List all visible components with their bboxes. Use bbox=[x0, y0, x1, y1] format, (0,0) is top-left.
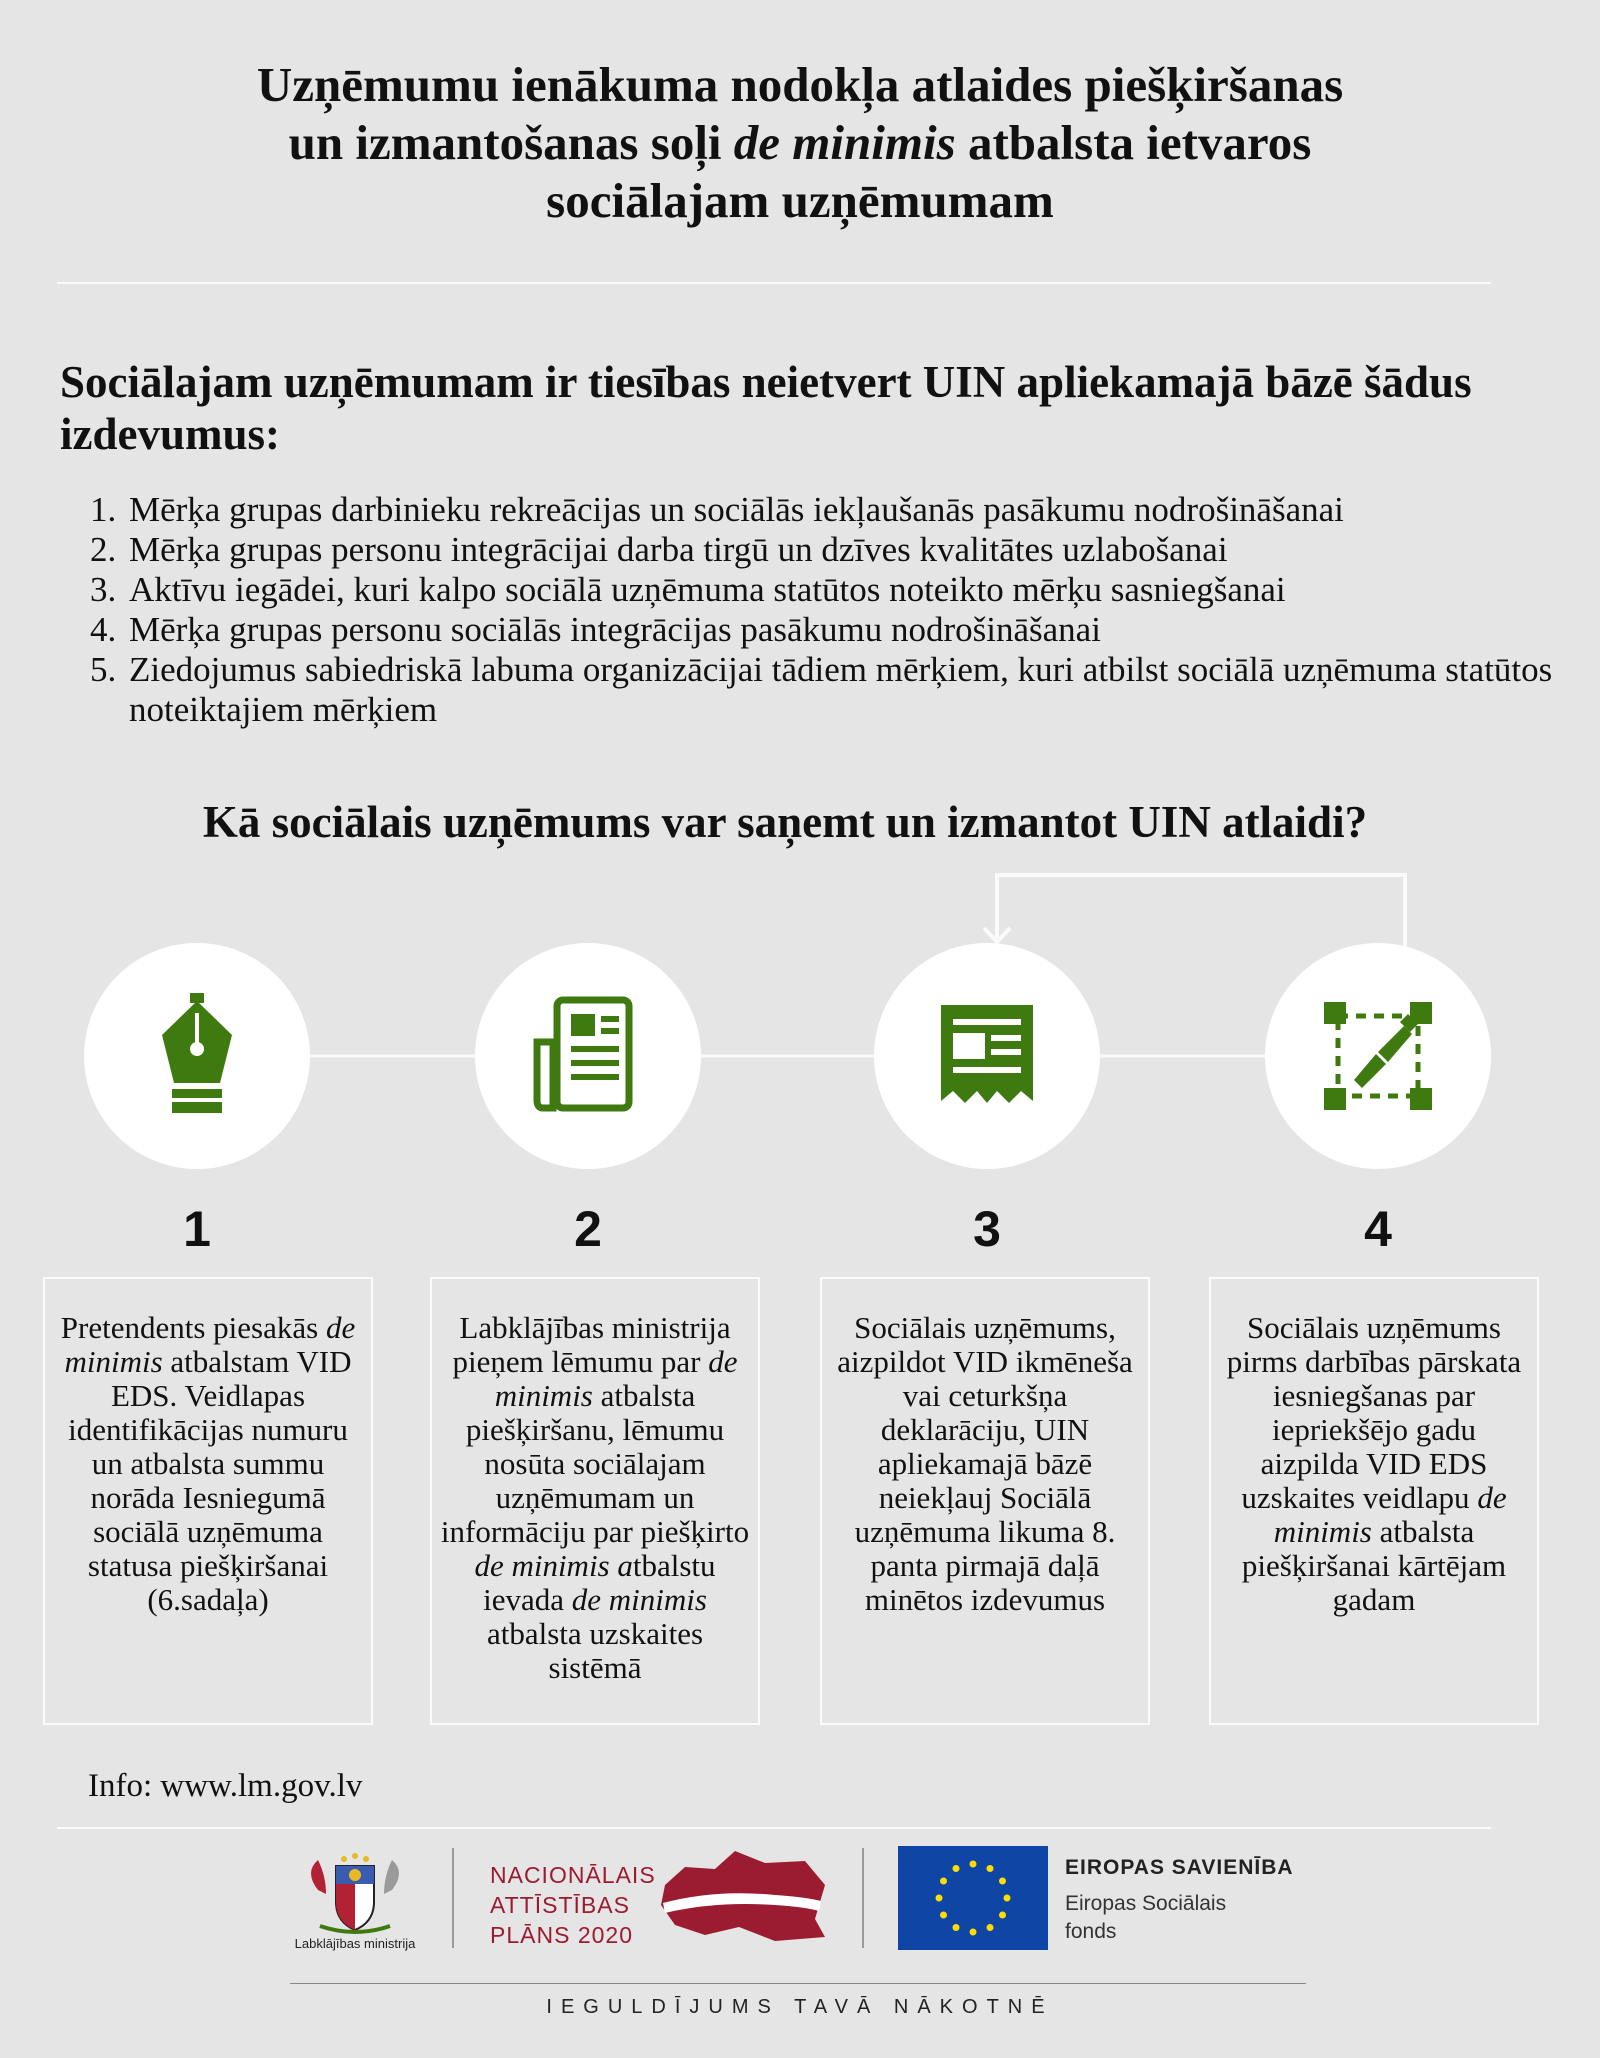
latvia-map-icon bbox=[655, 1845, 830, 1945]
eu-logo-title: EIROPAS SAVIENĪBA bbox=[1065, 1856, 1294, 1879]
step-1-circle bbox=[84, 943, 310, 1169]
step-2-number: 2 bbox=[574, 1201, 602, 1257]
step-4-text: Sociālais uzņēmums pirms darbības pārskata iesniegšanas par iepriekšējo gadu aizpilda VID EDS uzskaites veidlapu de minimis atbalsta piešķiršanai kārtējam gadam bbox=[1226, 1310, 1522, 1617]
step-1-number: 1 bbox=[183, 1201, 211, 1257]
coat-of-arms-icon bbox=[300, 1850, 410, 1938]
step-3-box bbox=[820, 1277, 1150, 1725]
step-1-text: Pretendents piesakās de minimis atbalstam VID EDS. Veidlapas identifikācijas numuru un atbalsta summu norāda Iesniegumā sociālā uzņēmuma statusa piešķiršanai (6.sadaļa) bbox=[60, 1310, 356, 1617]
divider-bottom bbox=[57, 1827, 1491, 1829]
step-2-box bbox=[430, 1277, 760, 1725]
list-item: 1. Mērķa grupas darbinieku rekreācijas un sociālās iekļaušanās pasākumu nodrošināšanai bbox=[125, 490, 1585, 530]
logo-separator bbox=[862, 1848, 864, 1948]
process-question: Kā sociālais uzņēmums var saņemt un izmantot UIN atlaidi? bbox=[202, 797, 1368, 847]
eu-flag-icon bbox=[898, 1846, 1048, 1950]
motto: IEGULDĪJUMS TAVĀ NĀKOTNĒ bbox=[546, 1996, 1054, 2018]
page-title bbox=[0, 56, 1600, 230]
info-link[interactable]: Info: www.lm.gov.lv bbox=[88, 1768, 363, 1804]
documents-icon bbox=[533, 996, 643, 1116]
step-3-number: 3 bbox=[973, 1201, 1001, 1257]
nap-logo-text: NACIONĀLAIS ATTĪSTĪBAS PLĀNS 2020 bbox=[490, 1862, 656, 1948]
step-4-number: 4 bbox=[1364, 1201, 1392, 1257]
title-line-1: Uzņēmumu ienākuma nodokļa atlaides piešķiršanas bbox=[256, 57, 1344, 112]
divider-top bbox=[57, 282, 1491, 284]
eu-logo-subtitle: Eiropas Sociālais fonds bbox=[1065, 1892, 1227, 1943]
list-item: 2. Mērķa grupas personu integrācijai darba tirgū un dzīves kvalitātes uzlabošanai bbox=[125, 530, 1585, 570]
ministry-logo-text: Labklājības ministrija bbox=[294, 1936, 416, 1951]
expenses-heading: Sociālajam uzņēmumam ir tiesības neietvert UIN apliekamajā bāzē šādus izdevumus: bbox=[60, 357, 1472, 459]
step-2-circle bbox=[475, 943, 701, 1169]
step-3-circle bbox=[874, 943, 1100, 1169]
list-item: 3. Aktīvu iegādei, kuri kalpo sociālā uzņēmuma statūtos noteikto mērķu sasniegšanai bbox=[125, 570, 1585, 610]
logo-separator bbox=[452, 1848, 454, 1948]
title-line-2: un izmantošanas soļi de minimis atbalsta ietvaros bbox=[288, 115, 1312, 170]
loop-arrow bbox=[997, 875, 1405, 950]
motto-divider bbox=[290, 1983, 1306, 1984]
step-3-text: Sociālais uzņēmums, aizpildot VID ikmēneša vai ceturkšņa deklarāciju, UIN apliekamajā bāzē neiekļauj Sociālā uzņēmuma likuma 8. panta pirmajā daļā minētos izdevumus bbox=[837, 1310, 1133, 1617]
title-line-3: sociālajam uzņēmumam bbox=[546, 173, 1054, 228]
step-1-box bbox=[43, 1277, 373, 1725]
step-4-box bbox=[1209, 1277, 1539, 1725]
receipt-icon bbox=[937, 1001, 1037, 1111]
list-item: 5. Ziedojumus sabiedriskā labuma organizācijai tādiem mērķiem, kuri atbilst sociālā uzņēmuma statūtos noteiktajiem mērķiem bbox=[125, 650, 1585, 730]
list-item: 4. Mērķa grupas personu sociālās integrācijas pasākumu nodrošināšanai bbox=[125, 610, 1585, 650]
paint-brush-select-icon bbox=[1320, 998, 1436, 1114]
pen-nib-icon bbox=[142, 991, 252, 1121]
step-4-circle bbox=[1265, 943, 1491, 1169]
expenses-list bbox=[80, 490, 1585, 730]
step-2-text: Labklājības ministrija pieņem lēmumu par de minimis atbalsta piešķiršanu, lēmumu nosūta sociālajam uzņēmumam un informāciju par piešķirto de minimis atbalstu ievada de minimis atbalsta uzskaites sistēmā bbox=[440, 1310, 750, 1685]
